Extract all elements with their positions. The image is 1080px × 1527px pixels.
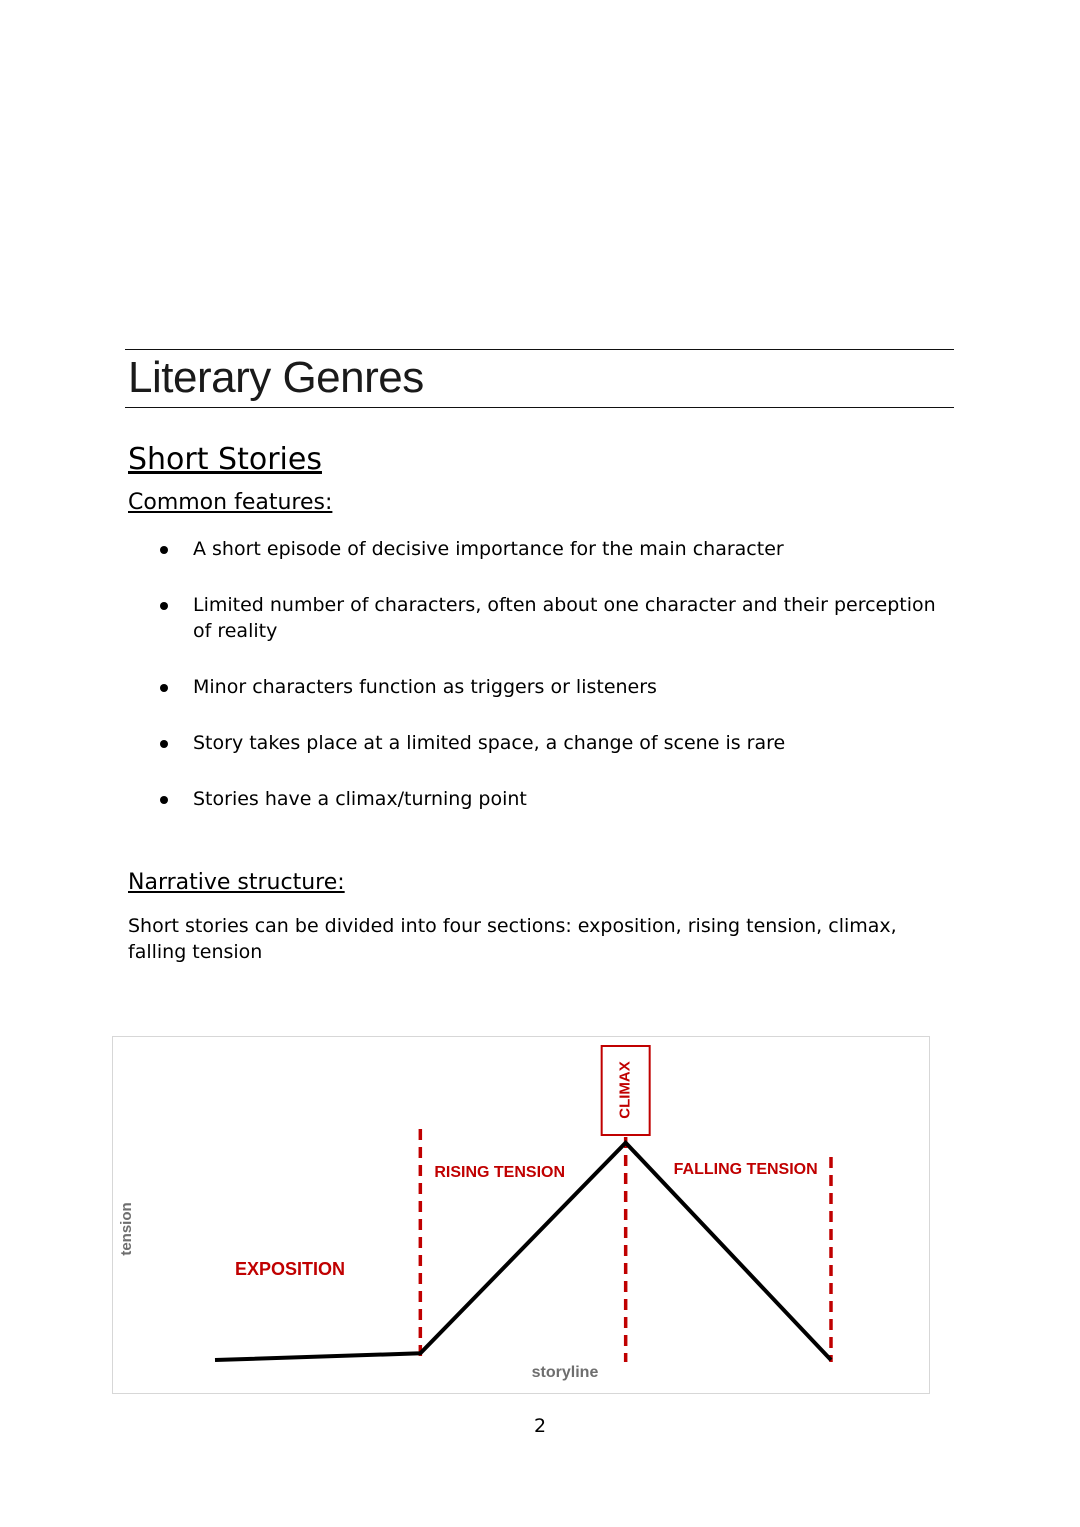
climax-label: CLIMAX (616, 1061, 634, 1119)
section-heading: Short Stories (128, 442, 322, 477)
y-axis-label: tension (117, 1202, 135, 1256)
narrative-paragraph: Short stories can be divided into four sections: exposition, rising tension, climax, falling tension (128, 915, 897, 963)
bullet-icon (160, 602, 168, 610)
features-heading: Common features: (128, 490, 333, 515)
feature-text: Limited number of characters, often about one character and their perception of reality (193, 594, 936, 642)
bullet-icon (160, 546, 168, 554)
list-item (160, 730, 950, 756)
narrative-chart (112, 1036, 930, 1394)
feature-text: Stories have a climax/turning point (193, 788, 527, 810)
list-item (160, 786, 950, 812)
feature-text: A short episode of decisive importance for the main character (193, 538, 784, 560)
x-axis-label: storyline (531, 1364, 599, 1381)
narrative-heading: Narrative structure: (128, 870, 345, 895)
exposition-label: EXPOSITION (235, 1259, 346, 1279)
bullet-icon (160, 796, 168, 804)
bullet-icon (160, 740, 168, 748)
bullet-icon (160, 684, 168, 692)
page-title: Literary Genres (128, 353, 424, 402)
title-rule-bottom (125, 407, 954, 408)
chart-svg (113, 1037, 931, 1395)
feature-text: Minor characters function as triggers or listeners (193, 676, 657, 698)
list-item (160, 592, 950, 644)
rising-tension-label: RISING TENSION (434, 1164, 566, 1181)
falling-tension-label: FALLING TENSION (673, 1161, 818, 1178)
list-item (160, 674, 950, 700)
list-item (160, 536, 950, 562)
feature-text: Story takes place at a limited space, a change of scene is rare (193, 732, 786, 754)
page-number: 2 (533, 1415, 547, 1437)
